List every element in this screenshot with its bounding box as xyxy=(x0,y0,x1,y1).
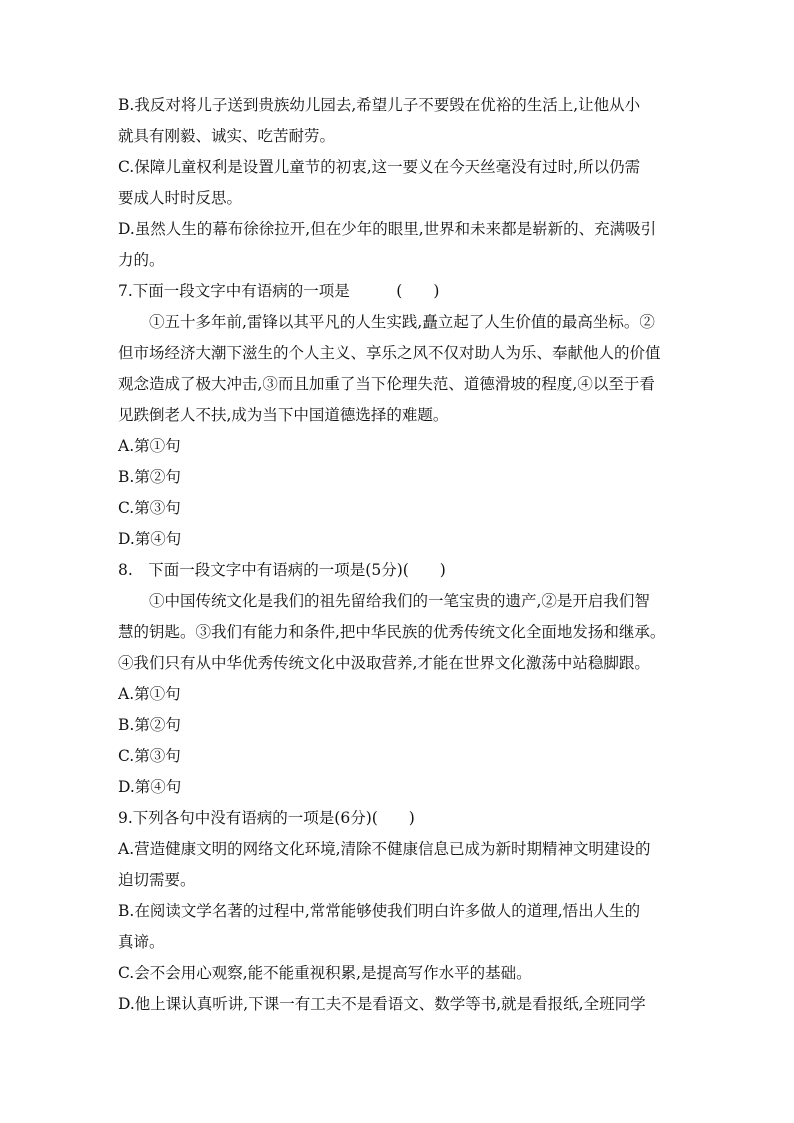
text-line: 要成人时时反思。 xyxy=(118,189,243,207)
text-line: B.第②句 xyxy=(118,716,181,734)
text-line: B.在阅读文学名著的过程中,常常能够使我们明白许多做人的道理,悟出人生的 xyxy=(118,902,641,920)
text-line: A.第①句 xyxy=(118,685,181,703)
text-line: 真谛。 xyxy=(118,933,165,951)
text-line: D.第④句 xyxy=(118,778,182,796)
text-line: A.营造健康文明的网络文化环境,清除不健康信息已成为新时期精神文明建设的 xyxy=(118,840,651,858)
text-line: 但市场经济大潮下滋生的个人主义、享乐之风不仅对助人为乐、奉献他人的价值 xyxy=(118,344,661,362)
text-line: C.第③句 xyxy=(118,499,181,517)
text-line: A.第①句 xyxy=(118,437,181,455)
text-line: 9.下列各句中没有语病的一项是(6分)( ) xyxy=(118,809,415,827)
text-line: D.第④句 xyxy=(118,530,182,548)
text-line: 7.下面一段文字中有语病的一项是 ( ) xyxy=(118,282,440,300)
text-line: C.会不会用心观察,能不能重视积累,是提高写作水平的基础。 xyxy=(118,964,532,982)
text-line: B.第②句 xyxy=(118,468,181,486)
text-line: 见跌倒老人不扶,成为当下中国道德选择的难题。 xyxy=(118,406,449,424)
text-line: D.虽然人生的幕布徐徐拉开,但在少年的眼里,世界和未来都是崭新的、充满吸引 xyxy=(118,220,657,238)
text-line: D.他上课认真听讲,下课一有工夫不是看语文、数学等书,就是看报纸,全班同学 xyxy=(118,995,646,1013)
text-line: ①中国传统文化是我们的祖先留给我们的一笔宝贵的遗产,②是开启我们智 xyxy=(149,592,650,610)
text-line: C.保障儿童权利是设置儿童节的初衷,这一要义在今天丝毫没有过时,所以仍需 xyxy=(118,158,641,176)
text-line: 观念造成了极大冲击,③而且加重了当下伦理失范、道德滑坡的程度,④以至于看 xyxy=(118,375,655,393)
document-page xyxy=(118,90,683,1020)
text-line: B.我反对将儿子送到贵族幼儿园去,希望儿子不要毁在优裕的生活上,让他从小 xyxy=(118,96,641,114)
text-line: 迫切需要。 xyxy=(118,871,196,889)
text-line: C.第③句 xyxy=(118,747,181,765)
text-line: ④我们只有从中华优秀传统文化中汲取营养,才能在世界文化激荡中站稳脚跟。 xyxy=(118,654,650,672)
text-line: 慧的钥匙。③我们有能力和条件,把中华民族的优秀传统文化全面地发扬和继承。 xyxy=(118,623,666,641)
text-line: 就具有刚毅、诚实、吃苦耐劳。 xyxy=(118,127,336,145)
text-line: ①五十多年前,雷锋以其平凡的人生实践,矗立起了人生价值的最高坐标。② xyxy=(149,313,655,331)
text-line: 8. 下面一段文字中有语病的一项是(5分)( ) xyxy=(118,561,446,579)
text-line: 力的。 xyxy=(118,251,165,269)
